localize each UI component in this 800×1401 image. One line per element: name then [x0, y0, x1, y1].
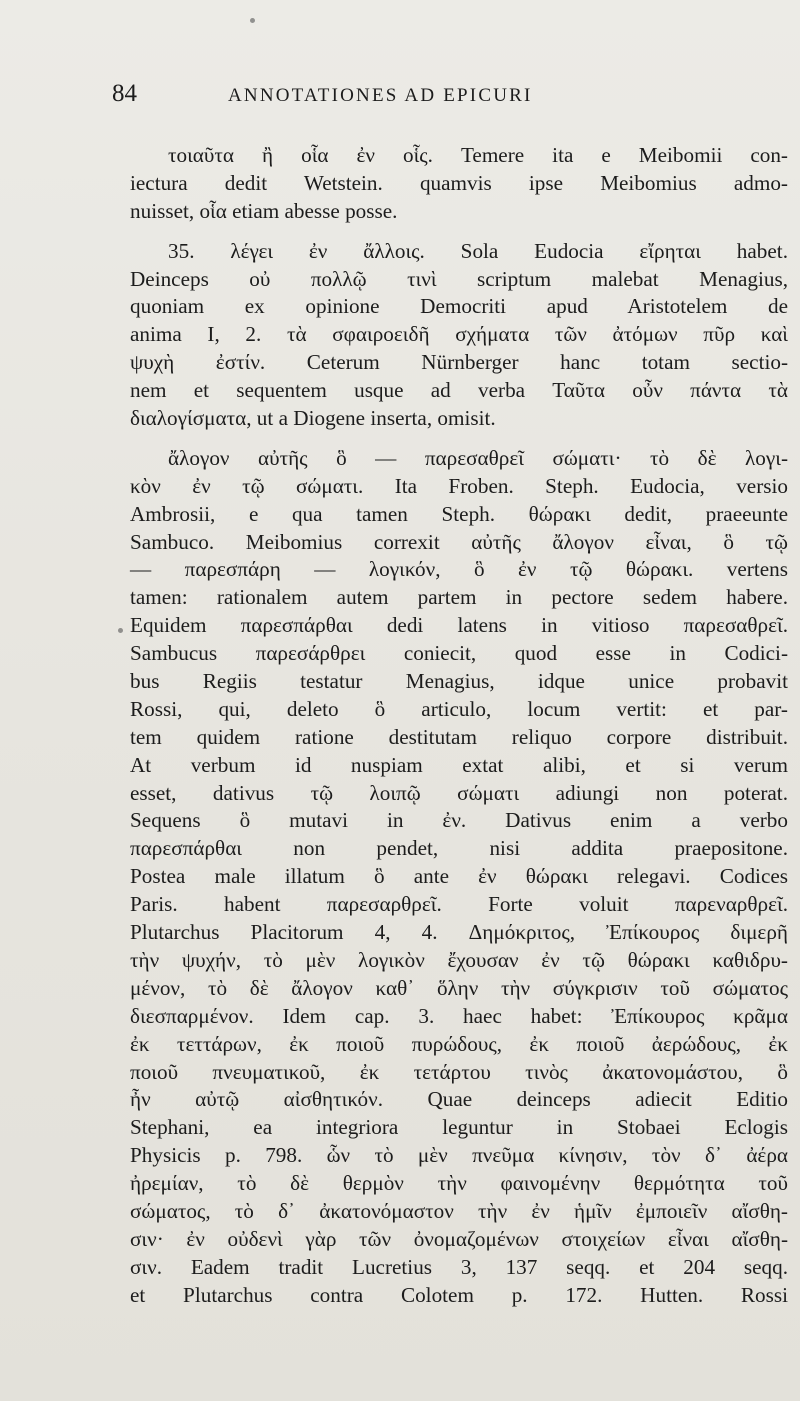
text-line: τὴν ψυχήν, τὸ μὲν λογικὸν ἔχουσαν ἐν τῷ θώρακι καθιδρυ- [130, 947, 788, 972]
text-line: et Plutarchus contra Colotem p. 172. Hutten. Rossi [130, 1282, 788, 1307]
text-line: ἐκ τεττάρων, ἐκ ποιοῦ πυρώδους, ἐκ ποιοῦ ἀερώδους, ἐκ [130, 1031, 788, 1056]
text-line: μένον, τὸ δὲ ἄλογον καθ᾽ ὅλην τὴν σύγκρισιν τοῦ σώματος [130, 975, 788, 1000]
text-line: τοιαῦτα ἢ οἷα ἐν οἷς. Temere ita e Meibomii con- [168, 143, 788, 167]
text-line: bus Regiis testatur Menagius, idque unice probavit [130, 669, 788, 694]
text-line: esset, dativus τῷ λοιπῷ σώματι adiungi non poterat. [130, 780, 788, 805]
text-line: παρεσπάρθαι non pendet, nisi addita praepositone. [130, 836, 788, 861]
text-line: Paris. habent παρεσαρθρεῖ. Forte voluit παρεναρθρεῖ. [130, 892, 788, 917]
text-line: ἦν αὐτῷ αἰσθητικόν. Quae deinceps adiecit Editio [130, 1087, 788, 1112]
body-text [130, 142, 788, 1310]
text-line: At verbum id nuspiam extat alibi, et si verum [130, 752, 788, 777]
text-line: Stephani, ea integriora leguntur in Stobaei Eclogis [130, 1115, 788, 1140]
running-head: ANNOTATIONES AD EPICURI [228, 85, 533, 106]
text-line: σώματος, τὸ δ᾽ ἀκατονόμαστον τὴν ἐν ἡμῖν ἐμποιεῖν αἴσθη- [130, 1198, 788, 1223]
text-line: 35. λέγει ἐν ἄλλοις. Sola Eudocia εἴρηται habet. [168, 238, 788, 263]
text-line: Rossi, qui, deleto ὃ articulo, locum vertit: et par- [130, 696, 788, 721]
text-line: Equidem παρεσπάρθαι dedi latens in vitioso παρεσαθρεῖ. [130, 613, 788, 638]
text-line: tem quidem ratione destitutam reliquo corpore distribuit. [130, 724, 788, 749]
ink-speck [118, 628, 123, 633]
text-line: διαλογίσματα, ut a Diogene inserta, omisit. [130, 406, 496, 431]
text-line: ἄλογον αὐτῆς ὃ — παρεσαθρεῖ σώματι· τὸ δὲ λογι- [168, 445, 788, 470]
text-line: ψυχὴ ἐστίν. Ceterum Nürnberger hanc totam sectio- [130, 350, 788, 375]
text-line: σιν· ἐν οὐδενὶ γὰρ τῶν ὀνομαζομένων στοιχείων εἶναι αἴσθη- [130, 1226, 788, 1251]
text-line: nuisset, οἷα etiam abesse posse. [130, 198, 398, 223]
text-line: anima I, 2. τὰ σφαιροειδῆ σχήματα τῶν ἀτόμων πῦρ καὶ [130, 322, 788, 347]
ink-speck [250, 18, 255, 23]
text-line: nem et sequentem usque ad verba Ταῦτα οὖν πάντα τὰ [130, 378, 788, 403]
text-line: σιν. Eadem tradit Lucretius 3, 137 seqq. et 204 seqq. [130, 1254, 788, 1279]
text-line: Physicis p. 798. ὧν τὸ μὲν πνεῦμα κίνησιν, τὸν δ᾽ ἀέρα [130, 1143, 788, 1168]
text-line: διεσπαρμένον. Idem cap. 3. haec habet: Ἐπίκουρος κρᾶμα [130, 1003, 788, 1028]
page-header [112, 80, 792, 116]
page-number: 84 [112, 80, 137, 107]
text-line: Sambucus παρεσάρθρει coniecit, quod esse in Codici- [130, 641, 788, 666]
text-line: Ambrosii, e qua tamen Steph. θώρακι dedit, praeeunte [130, 501, 788, 526]
text-line: tamen: rationalem autem partem in pectore sedem habere. [130, 585, 788, 610]
text-line: ἠρεμίαν, τὸ δὲ θερμὸν τὴν φαινομένην θερμότητα τοῦ [130, 1171, 788, 1196]
text-line: quoniam ex opinione Democriti apud Aristotelem de [130, 294, 788, 319]
text-line: Postea male illatum ὃ ante ἐν θώρακι relegavi. Codices [130, 864, 788, 889]
text-line: iectura dedit Wetstein. quamvis ipse Meibomius admo- [130, 170, 788, 195]
text-line: κὸν ἐν τῷ σώματι. Ita Froben. Steph. Eudocia, versio [130, 473, 788, 498]
text-line: Deinceps οὐ πολλῷ τινὶ scriptum malebat Menagius, [130, 266, 788, 291]
text-line: — παρεσπάρη — λογικόν, ὃ ἐν τῷ θώρακι. vertens [130, 557, 788, 582]
text-line: ποιοῦ πνευματικοῦ, ἐκ τετάρτου τινὸς ἀκατονομάστου, ὃ [130, 1059, 788, 1084]
text-line: Sequens ὃ mutavi in ἐν. Dativus enim a verbo [130, 808, 788, 833]
text-line: Sambuco. Meibomius correxit αὐτῆς ἄλογον εἶναι, ὃ τῷ [130, 529, 788, 554]
text-line: Plutarchus Placitorum 4, 4. Δημόκριτος, Ἐπίκουρος διμερῆ [130, 920, 788, 945]
